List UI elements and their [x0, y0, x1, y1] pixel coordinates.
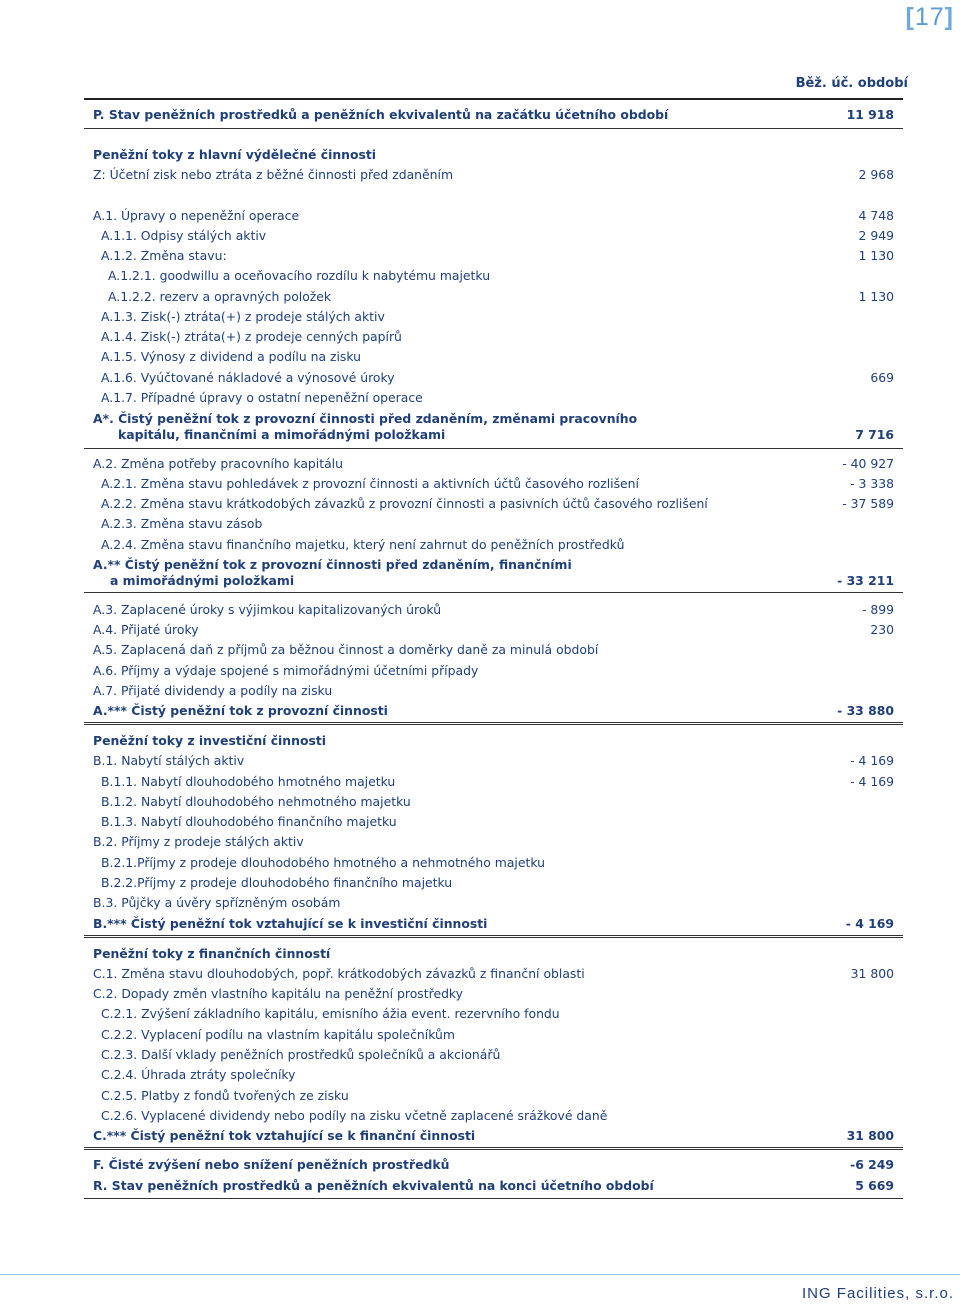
- row-label: C.2.3. Další vklady peněžních prostředků společníků a akcionářů: [101, 1047, 501, 1062]
- table-row: [0, 1086, 960, 1106]
- row-label: A.4. Přijaté úroky: [93, 622, 199, 637]
- table-row: [0, 287, 960, 307]
- row-label: a mimořádnými položkami: [110, 573, 295, 588]
- table-row: [0, 145, 960, 165]
- table-row: [0, 772, 960, 792]
- row-label: R. Stav peněžních prostředků a peněžních ekvivalentů na konci účetního období: [93, 1178, 654, 1193]
- row-label: A.2.3. Změna stavu zásob: [101, 516, 263, 531]
- table-row: [0, 640, 960, 660]
- row-label: kapitálu, finančními a mimořádnými položkami: [118, 427, 446, 442]
- row-label: A.2. Změna potřeby pracovního kapitálu: [93, 456, 343, 471]
- table-row: [0, 454, 960, 474]
- table-row: [0, 105, 960, 125]
- row-value: - 4 169: [850, 774, 894, 789]
- row-label: B.*** Čistý peněžní tok vztahující se k investiční činnosti: [93, 916, 488, 931]
- table-row: [0, 893, 960, 913]
- divider: [84, 724, 903, 725]
- row-value: 2 968: [858, 167, 894, 182]
- footer-company: ING Facilities, s.r.o.: [801, 1285, 954, 1302]
- table-row: [0, 474, 960, 494]
- row-label: F. Čisté zvýšení nebo snížení peněžních prostředků: [93, 1157, 450, 1172]
- divider: [84, 1149, 903, 1150]
- row-label: C.2.5. Platby z fondů tvořených ze zisku: [101, 1088, 349, 1103]
- row-label: A.2.1. Změna stavu pohledávek z provozní činnosti a aktivních účtů časového rozlišení: [101, 476, 639, 491]
- row-label: C.*** Čistý peněžní tok vztahující se k finanční činnosti: [93, 1128, 476, 1143]
- top-rule: [84, 98, 903, 100]
- table-row: [0, 327, 960, 347]
- table-row: [0, 206, 960, 226]
- table-row: [0, 425, 960, 445]
- table-row: [0, 347, 960, 367]
- row-label: B.2.2.Příjmy z prodeje dlouhodobého finančního majetku: [101, 875, 453, 890]
- row-label: A.6. Příjmy a výdaje spojené s mimořádnými účetními případy: [93, 663, 479, 678]
- row-label: C.2. Dopady změn vlastního kapitálu na peněžní prostředky: [93, 986, 463, 1001]
- table-row: [0, 266, 960, 286]
- row-value: 669: [870, 370, 894, 385]
- table-row: [0, 246, 960, 266]
- row-label: C.2.6. Vyplacené dividendy nebo podíly na zisku včetně zaplacené srážkové daně: [101, 1108, 608, 1123]
- row-label: Peněžní toky z investiční činnosti: [93, 733, 327, 748]
- row-label: A.1.6. Vyúčtované nákladové a výnosové úroky: [101, 370, 395, 385]
- table-row: [0, 661, 960, 681]
- table-row: [0, 388, 960, 408]
- row-value: 7 716: [855, 427, 894, 442]
- row-value: - 4 169: [845, 916, 894, 931]
- row-label: A.1.2.2. rezerv a opravných položek: [108, 289, 332, 304]
- row-value: - 4 169: [850, 753, 894, 768]
- row-value: 1 130: [858, 289, 894, 304]
- table-row: [0, 731, 960, 751]
- row-label: A.** Čistý peněžní tok z provozní činnosti před zdaněním, finančními: [93, 557, 572, 572]
- row-label: A.1. Úpravy o nepeněžní operace: [93, 208, 300, 223]
- row-label: B.2. Příjmy z prodeje stálých aktiv: [93, 834, 304, 849]
- row-label: A.1.1. Odpisy stálých aktiv: [101, 228, 267, 243]
- row-value: 5 669: [855, 1178, 894, 1193]
- row-value: 31 800: [846, 1128, 894, 1143]
- row-label: Peněžní toky z hlavní výdělečné činnosti: [93, 147, 377, 162]
- row-value: - 33 211: [837, 573, 894, 588]
- row-label: B.3. Půjčky a úvěry spřízněným osobám: [93, 895, 341, 910]
- table-row: [0, 1065, 960, 1085]
- row-value: - 899: [861, 602, 894, 617]
- row-value: - 3 338: [850, 476, 894, 491]
- row-label: A.1.4. Zisk(-) ztráta(+) z prodeje cenných papírů: [101, 329, 402, 344]
- row-label: A.2.4. Změna stavu finančního majetku, který není zahrnut do peněžních prostředků: [101, 537, 625, 552]
- table-row: [0, 165, 960, 185]
- row-label: B.1.2. Nabytí dlouhodobého nehmotného majetku: [101, 794, 411, 809]
- table-row: [0, 853, 960, 873]
- table-row: [0, 535, 960, 555]
- table-row: [0, 307, 960, 327]
- divider: [84, 937, 903, 938]
- bottom-rule: [84, 1198, 903, 1199]
- period-column-header: Běž. úč. období: [795, 76, 908, 91]
- row-label: C.2.1. Zvýšení základního kapitálu, emisního ážia event. rezervního fondu: [101, 1006, 560, 1021]
- table-row: [0, 701, 960, 721]
- divider: [84, 722, 903, 723]
- table-row: [0, 812, 960, 832]
- table-row: [0, 1106, 960, 1126]
- table-row: [0, 571, 960, 591]
- table-row: [0, 1176, 960, 1196]
- row-label: P. Stav peněžních prostředků a peněžních ekvivalentů na začátku účetního období: [93, 107, 669, 122]
- row-label: B.1. Nabytí stálých aktiv: [93, 753, 245, 768]
- table-row: [0, 1045, 960, 1065]
- row-value: - 37 589: [842, 496, 894, 511]
- row-label: A.3. Zaplacené úroky s výjimkou kapitalizovaných úroků: [93, 602, 442, 617]
- table-row: [0, 792, 960, 812]
- divider: [84, 935, 903, 936]
- row-value: - 33 880: [837, 703, 894, 718]
- row-value: 230: [870, 622, 894, 637]
- table-row: [0, 368, 960, 388]
- row-label: A*. Čistý peněžní tok z provozní činnosti před zdaněním, změnami pracovního: [93, 411, 638, 426]
- divider: [84, 1147, 903, 1148]
- footer-rule: [0, 1274, 960, 1275]
- page-number: [17]: [905, 3, 954, 31]
- table-row: [0, 1155, 960, 1175]
- row-label: A.*** Čistý peněžní tok z provozní činnosti: [93, 703, 388, 718]
- table-row: [0, 494, 960, 514]
- table-row: [0, 944, 960, 964]
- divider: [84, 592, 903, 593]
- row-value: 4 748: [858, 208, 894, 223]
- row-label: A.1.5. Výnosy z dividend a podílu na zisku: [101, 349, 362, 364]
- row-value: -6 249: [850, 1157, 894, 1172]
- row-label: B.1.1. Nabytí dlouhodobého hmotného majetku: [101, 774, 396, 789]
- row-label: A.7. Přijaté dividendy a podíly na zisku: [93, 683, 333, 698]
- row-label: C.1. Změna stavu dlouhodobých, popř. krátkodobých závazků z finanční oblasti: [93, 966, 585, 981]
- table-row: [0, 984, 960, 1004]
- table-row: [0, 600, 960, 620]
- table-row: [0, 226, 960, 246]
- row-value: 2 949: [858, 228, 894, 243]
- row-label: A.1.2. Změna stavu:: [101, 248, 227, 263]
- table-row: [0, 832, 960, 852]
- table-row: [0, 964, 960, 984]
- row-label: B.2.1.Příjmy z prodeje dlouhodobého hmotného a nehmotného majetku: [101, 855, 546, 870]
- row-value: - 40 927: [842, 456, 894, 471]
- row-label: B.1.3. Nabytí dlouhodobého finančního majetku: [101, 814, 397, 829]
- row-label: C.2.2. Vyplacení podílu na vlastním kapitálu společníkům: [101, 1027, 455, 1042]
- table-row: [0, 751, 960, 771]
- divider: [84, 448, 903, 449]
- row-label: A.2.2. Změna stavu krátkodobých závazků z provozní činnosti a pasivních účtů časového rozlišení: [101, 496, 708, 511]
- row-label: A.1.2.1. goodwillu a oceňovacího rozdílu k nabytému majetku: [108, 268, 491, 283]
- row-label: C.2.4. Úhrada ztráty společníky: [101, 1067, 296, 1082]
- row-label: A.5. Zaplacená daň z příjmů za běžnou činnost a doměrky daně za minulá období: [93, 642, 599, 657]
- table-row: [0, 514, 960, 534]
- table-row: [0, 620, 960, 640]
- row-label: A.1.3. Zisk(-) ztráta(+) z prodeje stálých aktiv: [101, 309, 385, 324]
- row-value: 31 800: [850, 966, 894, 981]
- row-label: Z: Účetní zisk nebo ztráta z běžné činnosti před zdaněním: [93, 167, 454, 182]
- table-row: [0, 873, 960, 893]
- table-row: [0, 1025, 960, 1045]
- row-value: 1 130: [858, 248, 894, 263]
- table-row: [0, 681, 960, 701]
- row-label: A.1.7. Případné úpravy o ostatní nepeněžní operace: [101, 390, 423, 405]
- table-row: [0, 914, 960, 934]
- table-row: [0, 1126, 960, 1146]
- table-row: [0, 1004, 960, 1024]
- row-value: 11 918: [846, 107, 894, 122]
- divider: [84, 128, 903, 129]
- row-label: Peněžní toky z finančních činností: [93, 946, 331, 961]
